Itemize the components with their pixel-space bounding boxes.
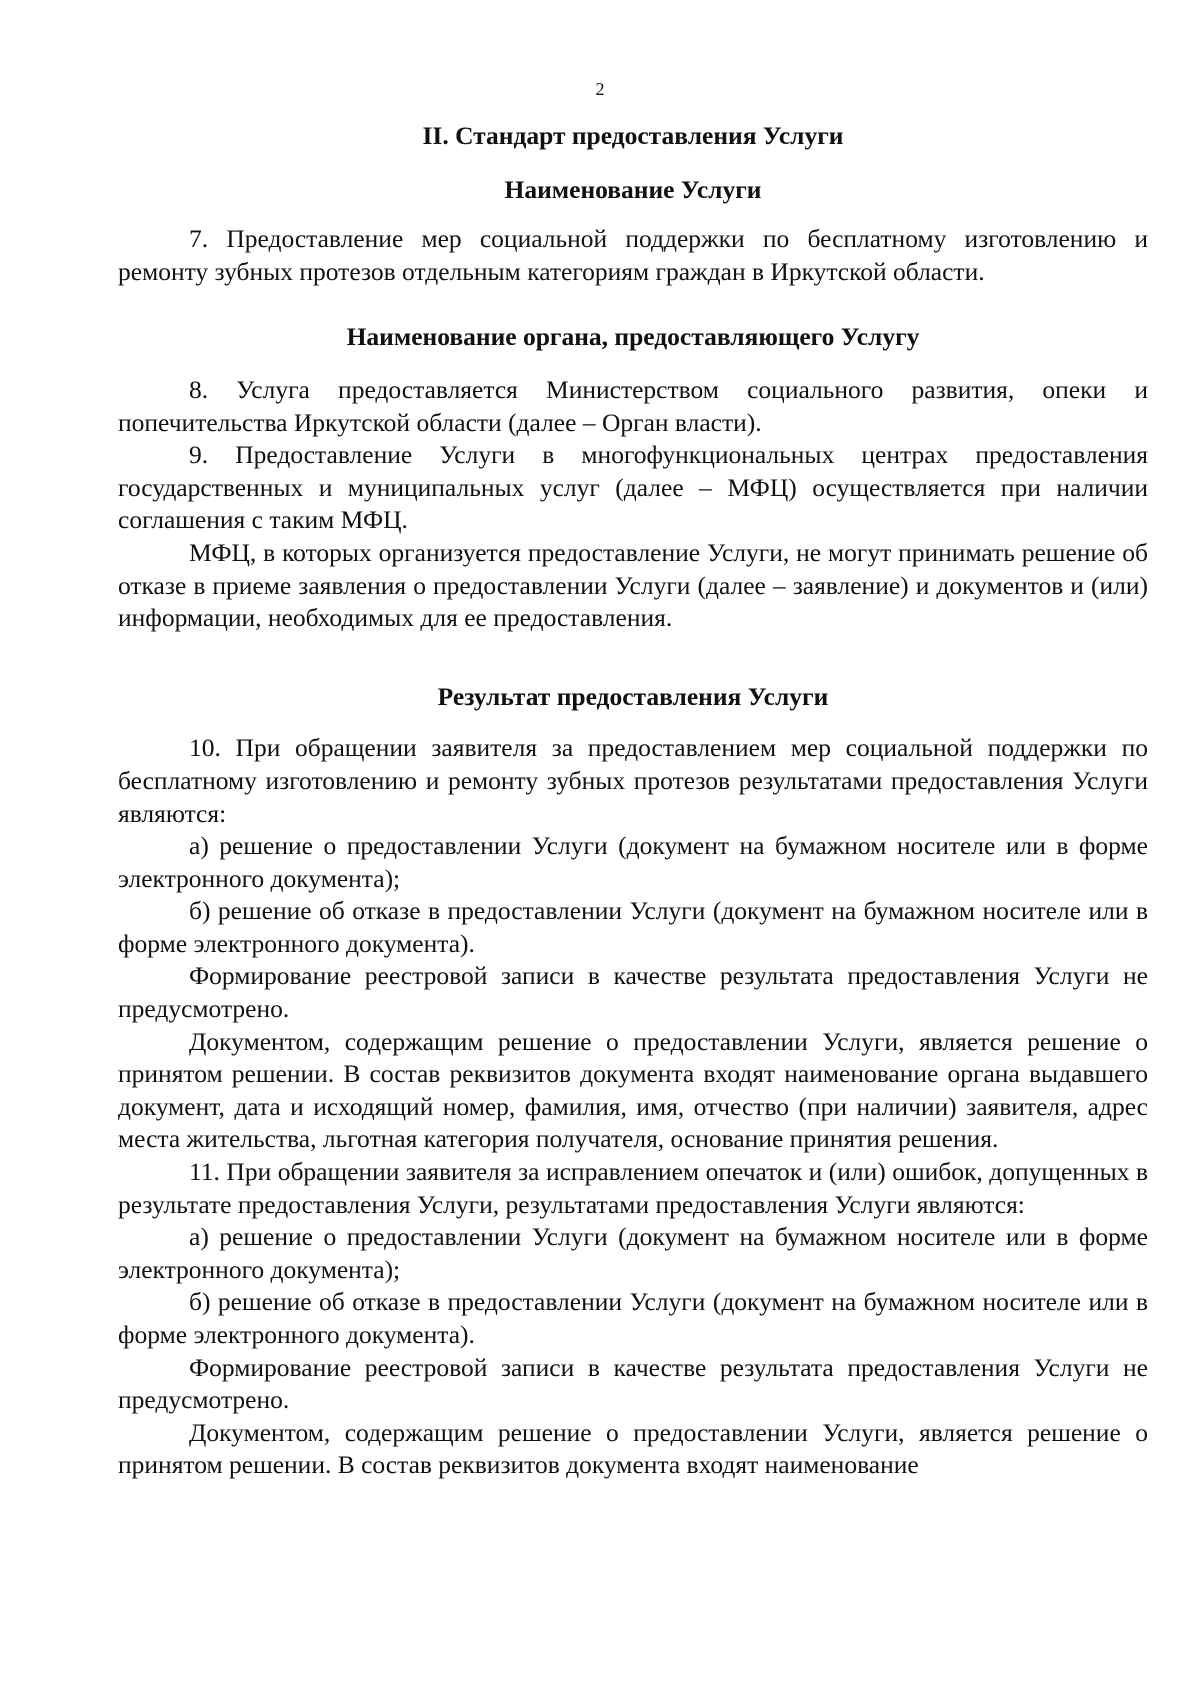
subsection-heading-authority: Наименование органа, предоставляющего Услугу — [346, 322, 920, 352]
paragraph-10-registry: Формирование реестровой записи в качестве результата предоставления Услуги не предусмотрено. — [118, 961, 1148, 1024]
page-number: 2 — [595, 79, 605, 99]
paragraph-11-registry: Формирование реестровой записи в качестве результата предоставления Услуги не предусмотрено. — [118, 1352, 1148, 1415]
section-heading: II. Стандарт предоставления Услуги — [422, 121, 844, 150]
paragraph-9-continued: МФЦ, в которых организуется предоставление Услуги, не могут принимать решение об отказе в приеме заявления о предоставлении Услуги (далее – заявление) и документов и (или) информации, необходимых для ее предоставления. — [118, 537, 1148, 633]
document-body — [118, 120, 1148, 1482]
paragraph-11-document: Документом, содержащим решение о предоставлении Услуги, является решение о принятом решении. В состав реквизитов документа входят наименование — [118, 1417, 1148, 1480]
paragraph-9: 9. Предоставление Услуги в многофункциональных центрах предоставления государственных и муниципальных услуг (далее – МФЦ) осуществляется при наличии соглашения с таким МФЦ. — [118, 440, 1148, 535]
paragraph-10: 10. При обращении заявителя за предоставлением мер социальной поддержки по бесплатному изготовлению и ремонту зубных протезов результатами предоставления Услуги являются: — [118, 733, 1148, 828]
paragraph-7: 7. Предоставление мер социальной поддержки по бесплатному изготовлению и ремонту зубных протезов отдельным категориям граждан в Иркутской области. — [118, 224, 1148, 286]
paragraph-11: 11. При обращении заявителя за исправлением опечаток и (или) ошибок, допущенных в результате предоставления Услуги, результатами предоставления Услуги являются: — [118, 1157, 1148, 1219]
paragraph-10-document: Документом, содержащим решение о предоставлении Услуги, является решение о принятом решении. В состав реквизитов документа входят наименование органа выдавшего документ, дата и исходящий номер, фамилия, имя, отчество (при наличии) заявителя, адрес места жительства, льготная категория получателя, основание принятия решения. — [118, 1026, 1148, 1154]
subsection-heading-service-name: Наименование Услуги — [504, 174, 762, 204]
paragraph-11-item-a: а) решение о предоставлении Услуги (документ на бумажном носителе или в форме электронного документа); — [118, 1222, 1148, 1284]
paragraph-8: 8. Услуга предоставляется Министерством социального развития, опеки и попечительства Иркутской области (далее – Орган власти). — [118, 374, 1148, 437]
paragraph-10-item-a: а) решение о предоставлении Услуги (документ на бумажном носителе или в форме электронного документа); — [118, 831, 1148, 893]
paragraph-11-item-b: б) решение об отказе в предоставлении Услуги (документ на бумажном носителе или в форме электронного документа). — [118, 1287, 1148, 1349]
paragraph-10-item-b: б) решение об отказе в предоставлении Услуги (документ на бумажном носителе или в форме электронного документа). — [118, 896, 1148, 958]
subsection-heading-result: Результат предоставления Услуги — [437, 681, 829, 711]
